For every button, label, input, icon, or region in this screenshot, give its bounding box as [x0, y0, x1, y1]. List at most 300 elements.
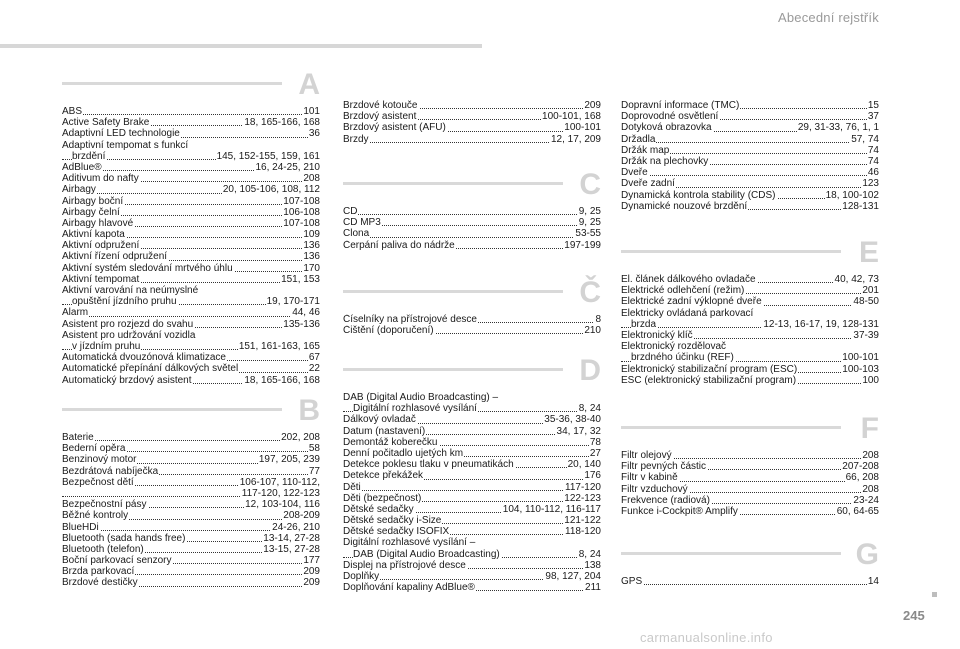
- entry-term: Demontáž koberečku: [343, 436, 438, 448]
- entry-list: [343, 314, 601, 336]
- entry-pages: 201: [862, 285, 879, 297]
- entry-pages: 66, 208: [845, 472, 879, 484]
- entry-term: Filtr vzduchový: [621, 483, 688, 495]
- entry-pages: 8, 24: [578, 548, 601, 560]
- entry-pages: 207-208: [842, 461, 879, 473]
- entry-list: [621, 450, 879, 517]
- index-entry: [62, 319, 320, 330]
- entry-term: v jízdním pruhu: [72, 340, 141, 352]
- entry-term: Dopravní informace (TMC): [621, 100, 740, 111]
- section-rule: [621, 426, 841, 429]
- entry-term: Baterie: [62, 432, 94, 443]
- index-entry: [343, 100, 601, 111]
- entry-pages: 9, 25: [578, 217, 601, 229]
- section-letter: G: [855, 538, 879, 571]
- index-entry: [621, 341, 879, 352]
- entry-term: CD MP3: [343, 217, 381, 229]
- section-header: [62, 396, 320, 432]
- index-entry: [343, 111, 601, 122]
- entry-pages: 18, 100-102: [825, 189, 879, 201]
- entry-term: Automatická dvouzónová klimatizace: [62, 352, 226, 364]
- entry-pages: 151, 161-163, 165: [238, 340, 320, 352]
- entry-pages: 27: [589, 447, 601, 459]
- index-entry: [621, 111, 879, 122]
- entry-pages: 20, 140: [567, 459, 601, 471]
- entry-pages: 100-101, 168: [542, 111, 601, 123]
- index-entry: [62, 510, 320, 521]
- index-entry: [62, 151, 320, 162]
- entry-pages: 40, 42, 73: [834, 274, 879, 285]
- entry-pages: 48-50: [853, 296, 879, 308]
- entry-pages: 12, 103-104, 116: [245, 499, 320, 511]
- entry-term: Dětské sedačky: [343, 503, 414, 515]
- entry-term: Čištění (doporučení): [343, 325, 434, 337]
- entry-pages: 117-120: [565, 481, 601, 493]
- entry-pages: 208: [862, 450, 879, 461]
- leader-dots: [621, 175, 879, 176]
- entry-term: Frekvence (radiová): [621, 494, 710, 506]
- index-entry: [621, 330, 879, 341]
- section-letter: D: [579, 354, 601, 387]
- entry-term: Elektrické zadní výklopné dveře: [621, 296, 762, 308]
- watermark-text: carmanualsonline.info: [640, 630, 773, 645]
- entry-pages: 58: [308, 443, 320, 455]
- index-entry: [62, 184, 320, 195]
- entry-pages: 100: [862, 374, 879, 386]
- entry-term: Aktivní řízení odpružení: [62, 251, 168, 263]
- entry-term: CD: [343, 206, 358, 217]
- entry-pages: 16, 24-25, 210: [255, 161, 320, 173]
- section-rule: [343, 290, 563, 293]
- entry-term: Aditivum do nafty: [62, 173, 139, 185]
- index-entry: [62, 196, 320, 207]
- leader-dots: [343, 237, 601, 238]
- entry-pages: 35-36, 38-40: [544, 414, 601, 426]
- section-header: [621, 238, 879, 274]
- entry-term: Detekce poklesu tlaku v pneumatikách: [343, 459, 514, 471]
- index-entry: [62, 375, 320, 386]
- index-entry: [62, 274, 320, 285]
- index-entry: [343, 134, 601, 145]
- index-entry: [62, 432, 320, 443]
- index-entry: [343, 403, 601, 414]
- index-entry: [62, 296, 320, 307]
- entry-pages: 136: [303, 251, 320, 263]
- index-entry: [62, 577, 320, 588]
- entry-term: Boční parkovací senzory: [62, 555, 172, 567]
- entry-term: AdBlue®: [62, 161, 102, 173]
- index-entry: [621, 484, 879, 495]
- entry-term: Doprovodné osvětlení: [621, 111, 719, 123]
- entry-term: Bezpečnostní pásy: [62, 499, 147, 511]
- entry-term: Bezpečnost dětí: [62, 476, 134, 488]
- index-entry: [62, 488, 320, 499]
- page-marker-square: [932, 592, 937, 597]
- index-entry: [343, 459, 601, 470]
- entry-term: ABS: [62, 106, 83, 117]
- index-entry: [62, 106, 320, 117]
- entry-term: Brzdový asistent: [343, 111, 417, 123]
- index-entry: [621, 201, 879, 212]
- index-entry: [343, 448, 601, 459]
- entry-pages: 46: [867, 167, 879, 179]
- index-entry: [343, 493, 601, 504]
- entry-term: Airbagy hlavové: [62, 217, 134, 229]
- index-entry: [621, 274, 879, 285]
- leader-dots: [621, 584, 879, 585]
- section-letter: F: [860, 412, 879, 445]
- entry-term: Dotyková obrazovka: [621, 122, 712, 134]
- entry-pages: 44, 46: [292, 307, 320, 319]
- entry-term: BlueHDi: [62, 521, 99, 533]
- entry-pages: 13-15, 27-28: [263, 543, 320, 555]
- index-entry: [621, 450, 879, 461]
- entry-pages: 109: [303, 229, 320, 241]
- entry-term: Brzdové destičky: [62, 577, 138, 589]
- section-rule: [343, 368, 563, 371]
- entry-term: Aktivní odpružení: [62, 240, 140, 252]
- entry-term: Digitální rozhlasové vysílání: [353, 403, 477, 415]
- entry-term: Dětské sedačky ISOFIX: [343, 526, 450, 538]
- entry-term: Automatické přepínání dálkových světel: [62, 363, 239, 375]
- entry-term: Alarm: [62, 307, 89, 319]
- entry-pages: 14: [867, 576, 879, 587]
- entry-pages: 53-55: [575, 228, 601, 240]
- entry-term: Aktivní kapota: [62, 229, 125, 241]
- entry-term: Detekce překážek: [343, 470, 424, 482]
- entry-pages: 107-108: [283, 195, 320, 207]
- entry-pages: 106-108: [283, 206, 320, 218]
- entry-term: Brzdy: [343, 133, 369, 145]
- entry-pages: 20, 105-106, 108, 112: [222, 184, 320, 196]
- entry-pages: 209: [303, 577, 320, 589]
- entry-list: [62, 432, 320, 589]
- index-entry: [343, 217, 601, 228]
- entry-pages: 135-136: [283, 318, 320, 330]
- entry-term: Filtr olejový: [621, 450, 672, 461]
- index-section-F: [621, 414, 879, 517]
- index-entry: [343, 414, 601, 425]
- leader-dots: [343, 490, 601, 491]
- index-entry: [62, 229, 320, 240]
- index-entry: [62, 251, 320, 262]
- index-entry: [62, 555, 320, 566]
- index-entry: [621, 178, 879, 189]
- section-letter: E: [858, 236, 879, 269]
- entry-term: Elektricky ovládaná parkovací: [621, 307, 754, 319]
- entry-term: Datum (nastavení): [343, 425, 426, 437]
- index-entry: [343, 537, 601, 548]
- section-rule: [62, 408, 282, 411]
- section-rule: [343, 182, 563, 185]
- index-section-cont: [621, 100, 879, 212]
- index-entry: [62, 566, 320, 577]
- entry-pages: 177: [303, 555, 320, 567]
- entry-term: DAB (Digital Audio Broadcasting) –: [343, 392, 499, 403]
- index-entry: [62, 352, 320, 363]
- entry-term: Displej na přístrojové desce: [343, 559, 466, 571]
- index-section-D: [343, 356, 601, 593]
- entry-term: Brzdové kotouče: [343, 100, 418, 111]
- entry-list: [343, 206, 601, 251]
- index-entry: [621, 156, 879, 167]
- entry-term: Doplňky: [343, 571, 380, 582]
- entry-term: Čerpání paliva do nádrže: [343, 239, 455, 251]
- index-entry: [62, 117, 320, 128]
- entry-term: GPS: [621, 576, 643, 587]
- entry-pages: 22: [308, 363, 320, 375]
- entry-list: [343, 100, 601, 145]
- page-number: 245: [903, 608, 925, 623]
- entry-pages: 107-108: [283, 217, 320, 229]
- entry-pages: 77: [308, 465, 320, 477]
- index-entry: [62, 307, 320, 318]
- index-entry: [621, 308, 879, 319]
- entry-pages: 100-101: [564, 122, 601, 134]
- entry-pages: 123: [862, 178, 879, 190]
- section-header: [343, 278, 601, 314]
- section-header: [343, 170, 601, 206]
- entry-pages: 209: [303, 566, 320, 578]
- entry-term: Automatický brzdový asistent: [62, 374, 192, 386]
- index-entry: [62, 140, 320, 151]
- section-letter: A: [298, 68, 320, 101]
- leader-dots: [621, 142, 879, 143]
- index-entry: [62, 477, 320, 488]
- entry-pages: 8: [595, 314, 601, 325]
- index-entry: [343, 325, 601, 336]
- index-section-cont: [343, 100, 601, 145]
- entry-term: Dynamická kontrola stability (CDS): [621, 189, 776, 201]
- entry-term: Dveře zadní: [621, 178, 675, 190]
- index-entry: [62, 263, 320, 274]
- index-entry: [621, 122, 879, 133]
- index-entry: [343, 470, 601, 481]
- entry-term: Bederní opěra: [62, 443, 126, 455]
- index-entry: [343, 314, 601, 325]
- entry-pages: 8, 24: [578, 403, 601, 415]
- entry-pages: 18, 165-166, 168: [244, 117, 320, 129]
- entry-pages: 151, 153: [281, 273, 320, 285]
- entry-term: Filtr v kabině: [621, 472, 678, 484]
- entry-pages: 57, 74: [851, 133, 879, 145]
- entry-term: Běžné kontroly: [62, 510, 129, 522]
- entry-term: Airbagy: [62, 184, 96, 196]
- index-entry: [621, 495, 879, 506]
- index-entry: [62, 341, 320, 352]
- index-entry: [343, 437, 601, 448]
- index-section-B: [62, 396, 320, 589]
- entry-term: Clona: [343, 228, 370, 240]
- entry-pages: 36: [308, 128, 320, 140]
- index-entry: [621, 576, 879, 587]
- index-entry: [621, 134, 879, 145]
- index-entry: [621, 461, 879, 472]
- index-entry: [343, 240, 601, 251]
- entry-pages: 118-120: [565, 526, 601, 538]
- index-entry: [62, 330, 320, 341]
- entry-pages: 37: [867, 111, 879, 123]
- index-entry: [343, 392, 601, 403]
- entry-term: Bluetooth (telefon): [62, 543, 144, 555]
- index-section-Č: [343, 278, 601, 336]
- entry-term: Dálkový ovladač: [343, 414, 416, 426]
- index-entry: [62, 454, 320, 465]
- section-rule: [621, 552, 841, 555]
- index-entry: [62, 499, 320, 510]
- entry-pages: 29, 31-33, 76, 1, 1: [797, 122, 879, 134]
- entry-term: brzda: [631, 318, 657, 330]
- entry-pages: 60, 64-65: [836, 505, 879, 517]
- page-header-title: Abecední rejstřík: [778, 10, 879, 25]
- entry-pages: 106-107, 110-112,: [239, 476, 320, 488]
- entry-list: [621, 576, 879, 587]
- entry-term: Dynamické nouzové brzdění: [621, 200, 748, 212]
- index-entry: [343, 482, 601, 493]
- index-entry: [62, 363, 320, 374]
- entry-term: opuštění jízdního pruhu: [72, 296, 177, 308]
- entry-term: Děti (bezpečnost): [343, 492, 422, 504]
- entry-pages: 208-209: [283, 510, 320, 522]
- entry-pages: 74: [867, 144, 879, 156]
- entry-pages: 208: [862, 483, 879, 495]
- index-entry: [621, 472, 879, 483]
- entry-pages: 34, 17, 32: [556, 425, 601, 437]
- index-section-E: [621, 238, 879, 386]
- entry-pages: 37-39: [853, 329, 879, 341]
- index-entry: [343, 560, 601, 571]
- entry-pages: 202, 208: [281, 432, 320, 443]
- index-entry: [62, 218, 320, 229]
- index-entry: [343, 228, 601, 239]
- entry-term: Elektronický klíč: [621, 329, 693, 341]
- entry-pages: 197, 205, 239: [258, 454, 320, 466]
- section-header: [621, 540, 879, 576]
- index-entry: [343, 571, 601, 582]
- entry-term: brzdění: [72, 150, 106, 162]
- index-entry: [343, 206, 601, 217]
- entry-term: brzdného účinku (REF): [631, 352, 734, 364]
- entry-pages: 24-26, 210: [272, 521, 320, 533]
- section-header: [62, 70, 320, 106]
- entry-term: Elektronický rozdělovač: [621, 341, 727, 353]
- entry-pages: 138: [584, 559, 601, 571]
- entry-term: Aktivní tempomat: [62, 273, 140, 285]
- entry-pages: 12-13, 16-17, 19, 128-131: [763, 318, 879, 330]
- index-entry: [343, 122, 601, 133]
- index-entry: [621, 319, 879, 330]
- entry-pages: 19, 170-171: [266, 296, 320, 308]
- entry-pages: 128-131: [842, 200, 879, 212]
- entry-term: Držák map: [621, 144, 670, 156]
- index-entry: [62, 544, 320, 555]
- entry-pages: 145, 152-155, 159, 161: [216, 150, 320, 162]
- entry-term: Držadla: [621, 133, 656, 145]
- entry-term: Doplňování kapaliny AdBlue®: [343, 582, 475, 594]
- index-entry: [343, 515, 601, 526]
- index-section-A: [62, 70, 320, 386]
- index-entry: [621, 285, 879, 296]
- entry-term: Adaptivní LED technologie: [62, 128, 180, 140]
- entry-term: Bezdrátová nabíječka: [62, 465, 159, 477]
- entry-pages: 78: [589, 436, 601, 448]
- entry-pages: 104, 110-112, 116-117: [502, 503, 601, 515]
- entry-term: Digitální rozhlasové vysílání –: [343, 537, 476, 549]
- index-entry: [62, 466, 320, 477]
- entry-pages: 100-101: [842, 352, 879, 364]
- entry-term: Elektrické odlehčení (režim): [621, 285, 745, 297]
- entry-pages: 197-199: [564, 239, 601, 251]
- entry-term: El. článek dálkového ovladače: [621, 274, 756, 285]
- entry-pages: 67: [308, 352, 320, 364]
- index-entry: [62, 522, 320, 533]
- entry-pages: 12, 17, 209: [550, 133, 601, 145]
- entry-term: Držák na plechovky: [621, 155, 709, 167]
- entry-pages: 210: [584, 325, 601, 337]
- entry-term: Airbagy boční: [62, 195, 124, 207]
- entry-list: [621, 274, 879, 386]
- entry-term: Brzda parkovací: [62, 566, 135, 578]
- entry-pages: 209: [584, 100, 601, 111]
- entry-term: Asistent pro rozjezd do svahu: [62, 318, 194, 330]
- section-header: [621, 414, 879, 450]
- entry-term: Dveře: [621, 167, 648, 179]
- index-entry: [62, 443, 320, 454]
- entry-term: Dětské sedačky i-Size: [343, 515, 442, 527]
- section-letter: B: [298, 394, 320, 427]
- index-entry: [621, 352, 879, 363]
- entry-pages: 13-14, 27-28: [263, 532, 320, 544]
- section-header: [343, 356, 601, 392]
- index-section-C: [343, 170, 601, 251]
- entry-pages: 122-123: [564, 492, 601, 504]
- entry-pages: 211: [585, 582, 601, 594]
- section-rule: [621, 250, 841, 253]
- entry-pages: 170: [303, 262, 320, 274]
- entry-pages: 23-24: [853, 494, 879, 506]
- section-letter: C: [579, 168, 601, 201]
- entry-term: Bluetooth (sada hands free): [62, 532, 186, 544]
- index-entry: [62, 173, 320, 184]
- index-section-G: [621, 540, 879, 587]
- index-entry: [621, 100, 879, 111]
- section-rule: [62, 82, 282, 85]
- entry-pages: 100-103: [842, 363, 879, 375]
- entry-pages: 18, 165-166, 168: [244, 374, 320, 386]
- entry-term: Aktivní systém sledování mrtvého úhlu: [62, 262, 233, 274]
- index-entry: [62, 207, 320, 218]
- entry-pages: 74: [867, 155, 879, 167]
- entry-pages: 121-122: [564, 515, 601, 527]
- index-entry: [62, 128, 320, 139]
- index-entry: [343, 526, 601, 537]
- entry-term: Brzdový asistent (AFU): [343, 122, 446, 134]
- entry-pages: 136: [303, 240, 320, 252]
- leader-dots: [62, 316, 320, 317]
- section-letter: Č: [579, 276, 601, 309]
- entry-term: Asistent pro udržování vozidla: [62, 329, 196, 341]
- entry-list: [343, 392, 601, 593]
- index-entry: [343, 504, 601, 515]
- index-entry: [62, 285, 320, 296]
- index-entry: [621, 506, 879, 517]
- index-entry: [621, 167, 879, 178]
- entry-term: Děti: [343, 481, 361, 493]
- entry-pages: 117-120, 122-123: [241, 487, 320, 499]
- entry-pages: 208: [303, 173, 320, 185]
- leader-dots: [62, 114, 320, 115]
- entry-term: ESC (elektronický stabilizační program): [621, 374, 797, 386]
